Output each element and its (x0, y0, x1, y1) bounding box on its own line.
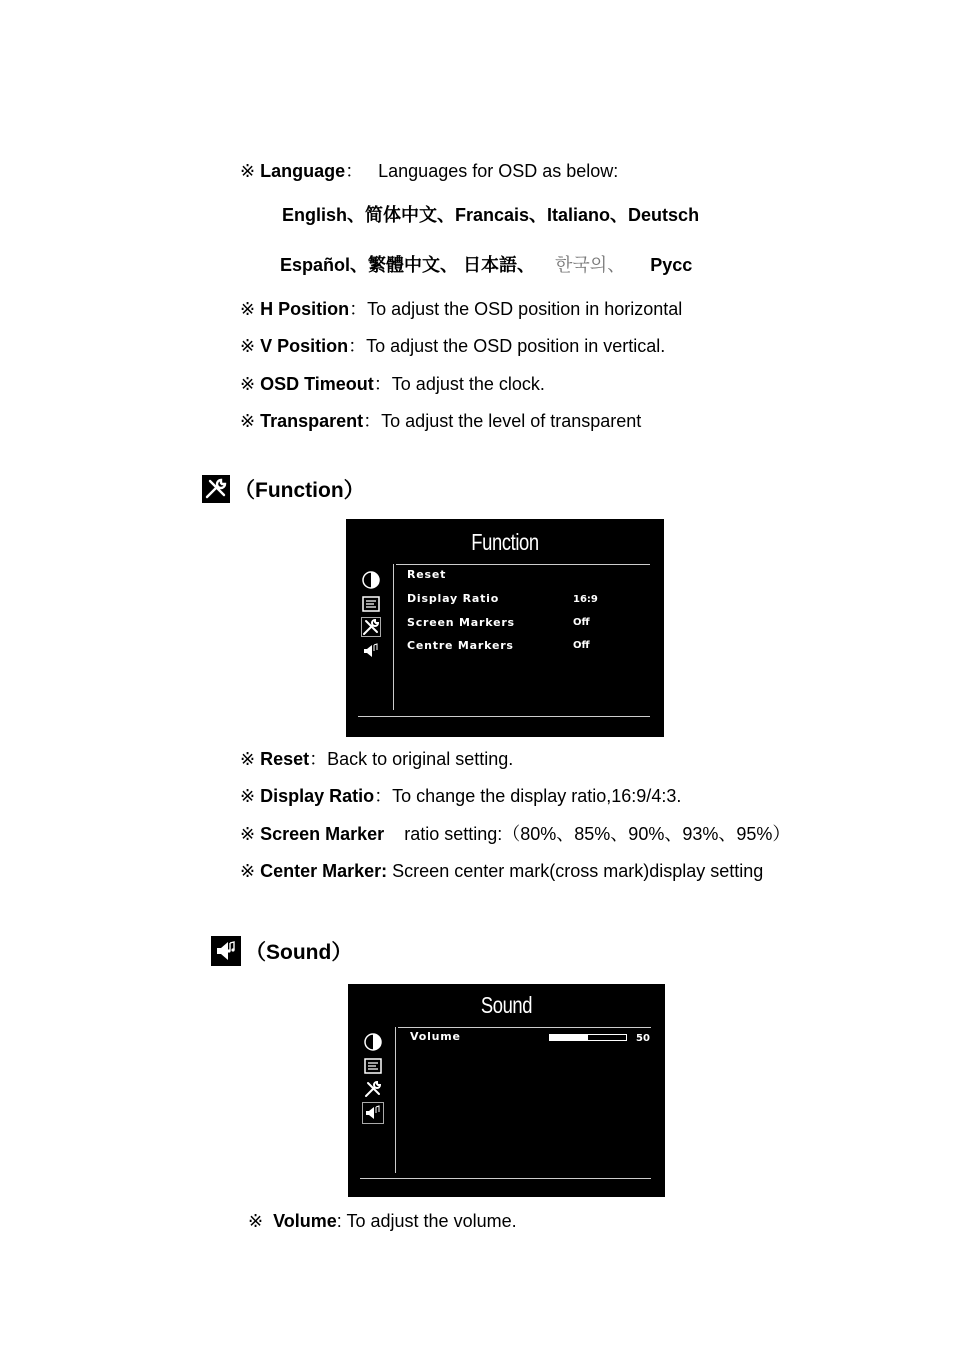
v-position-line (240, 335, 665, 357)
contrast-icon (363, 1032, 383, 1052)
reference-mark: ※ (240, 336, 256, 356)
function-osd-screenshot (346, 519, 664, 737)
speaker-icon (211, 936, 241, 966)
transparent-desc: To adjust the level of transparent (381, 411, 642, 431)
osd-row-volume: Volume (410, 1030, 461, 1043)
reference-mark: ※ (240, 161, 256, 181)
osd-title: Function (471, 529, 539, 555)
sound-osd-screenshot (348, 984, 665, 1197)
osd-row-display-ratio: Display Ratio (407, 592, 500, 605)
language-line (240, 160, 618, 182)
separator: ： (345, 161, 364, 181)
transparent-label: Transparent (260, 411, 364, 431)
v-position-desc: To adjust the OSD position in vertical. (366, 336, 666, 356)
display-ratio-desc: To change the display ratio,16:9/4:3. (392, 786, 682, 806)
sound-heading (211, 936, 352, 966)
osd-row-centre-markers: Centre Markers (407, 639, 514, 652)
osd-timeout-line (240, 373, 545, 395)
separator: ： (363, 411, 382, 431)
contrast-icon (361, 570, 381, 590)
reference-mark: ※ (240, 786, 256, 806)
v-position-label: V Position (260, 336, 349, 356)
volume-line (248, 1210, 517, 1232)
h-position-line (240, 298, 682, 320)
reset-label: Reset (260, 749, 310, 769)
divider (395, 1027, 396, 1173)
separator: ： (348, 336, 367, 356)
osd-value-centre-markers: Off (573, 640, 590, 651)
separator: ： (349, 299, 368, 319)
volume-bar-fill (550, 1035, 588, 1040)
screen-marker-label: Screen Marker (260, 824, 385, 844)
center-marker-desc: Screen center mark(cross mark)display setting (392, 861, 764, 881)
divider (398, 1027, 651, 1028)
language-list-row-2 (280, 254, 692, 276)
h-position-label: H Position (260, 299, 350, 319)
osd-row-reset: Reset (407, 568, 447, 581)
function-heading-text: （Function） (234, 479, 365, 502)
screen-marker-desc: ratio setting:（80%、85%、90%、93%、95%） (404, 824, 791, 844)
language-list-row-1: English、简体中文、Francais、Italiano、Deutsch (282, 205, 700, 225)
separator: ： (373, 374, 392, 394)
transparent-line (240, 410, 641, 432)
reset-desc: Back to original setting. (327, 749, 514, 769)
osd-menu-icon (363, 1056, 383, 1076)
osd-value-volume: 50 (636, 1033, 650, 1044)
h-position-desc: To adjust the OSD position in horizontal (367, 299, 683, 319)
tools-icon (363, 1079, 383, 1099)
reference-mark: ※ (240, 299, 256, 319)
volume-bar (549, 1034, 627, 1041)
display-ratio-line (240, 785, 681, 807)
divider (360, 1178, 651, 1179)
language-desc: Languages for OSD as below: (378, 161, 619, 181)
center-marker-line (240, 860, 763, 882)
speaker-icon (361, 641, 381, 661)
separator: ： (309, 749, 328, 769)
divider (396, 564, 650, 565)
reference-mark: ※ (240, 861, 256, 881)
speaker-icon (362, 1102, 384, 1124)
center-marker-label: Center Marker: (260, 861, 388, 881)
divider (393, 564, 394, 710)
language-label: Language (260, 161, 346, 181)
sound-heading-text: （Sound） (245, 941, 353, 964)
tools-icon (361, 617, 381, 637)
separator: ： (374, 786, 393, 806)
osd-row-screen-markers: Screen Markers (407, 616, 515, 629)
reference-mark: ※ (248, 1211, 264, 1231)
display-ratio-label: Display Ratio (260, 786, 375, 806)
language-list-row-2-b: Pycc (650, 255, 693, 275)
osd-timeout-desc: To adjust the clock. (391, 374, 545, 394)
osd-title: Sound (480, 992, 533, 1018)
reference-mark: ※ (240, 374, 256, 394)
reference-mark: ※ (240, 824, 256, 844)
divider (358, 716, 650, 717)
reference-mark: ※ (240, 411, 256, 431)
tools-icon (202, 475, 230, 503)
reset-line (240, 748, 513, 770)
reference-mark: ※ (240, 749, 256, 769)
osd-menu-icon (361, 594, 381, 614)
screen-marker-line (240, 823, 790, 845)
language-list-row-2-a: Español、繁體中文、 日本語、 (280, 255, 536, 275)
volume-label: Volume (273, 1211, 337, 1231)
function-heading (202, 474, 365, 504)
osd-value-screen-markers: Off (573, 617, 590, 628)
osd-value-display-ratio: 16:9 (573, 594, 598, 605)
osd-timeout-label: OSD Timeout (260, 374, 374, 394)
separator: : (336, 1211, 342, 1231)
language-korean: 한국의、 (555, 255, 626, 275)
volume-desc: To adjust the volume. (346, 1211, 517, 1231)
